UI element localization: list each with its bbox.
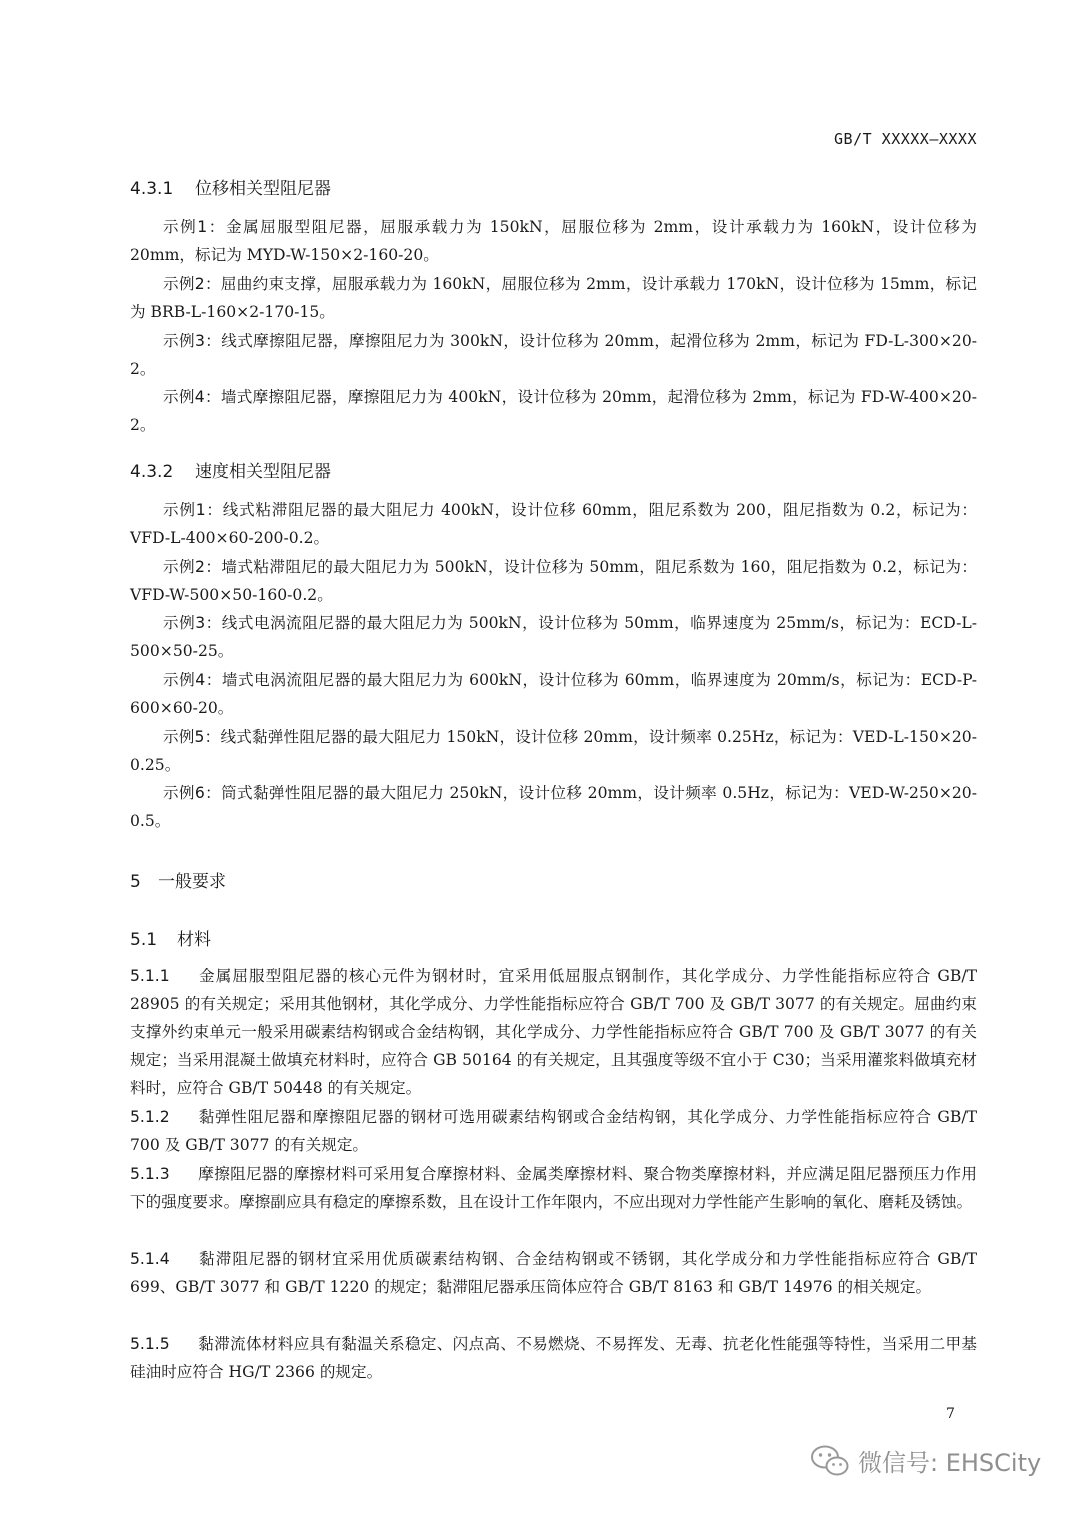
example-label: 示例5：	[163, 728, 221, 746]
clause-number: 5.1.4	[130, 1250, 170, 1268]
example-4-3-2-2	[130, 553, 977, 609]
section-number: 5	[130, 872, 141, 892]
wechat-watermark	[810, 1443, 1041, 1478]
clause-text: 金属屈服型阻尼器的核心元件为钢材时，宜采用低屈服点钢制作，其化学成分、力学性能指标应符合 GB/T 28905 的有关规定；采用其他钢材，其化学成分、力学性能指标应符合 GB/T 700 及 GB/T 3077 的有关规定。屈曲约束支撑外约束单元一般采用碳素结构钢或合金结构钢，其化学成分、力学性能指标应符合 GB/T 700 及 GB/T 3077 的有关规定；当采用混凝土做填充材料时，应符合 GB 50164 的有关规定，且其强度等级不宜小于 C30；当采用灌浆料做填充材料时，应符合 GB/T 50448 的有关规定。	[130, 967, 977, 1097]
clause-5-1-4	[130, 1245, 977, 1301]
example-label: 示例6：	[163, 784, 222, 802]
section-title: 速度相关型阻尼器	[195, 462, 331, 482]
page-number: 7	[946, 1406, 955, 1422]
clause-text: 黏滞流体材料应具有黏温关系稳定、闪点高、不易燃烧、不易挥发、无毒、抗老化性能强等特性，当采用二甲基硅油时应符合 HG/T 2366 的规定。	[130, 1335, 977, 1381]
standard-code: GB/T XXXXX—XXXX	[834, 130, 977, 148]
example-4-3-2-3	[130, 609, 977, 665]
section-heading-4-3-2	[130, 457, 331, 482]
example-label: 示例3：	[163, 332, 222, 350]
example-label: 示例1：	[163, 501, 223, 519]
clause-text: 摩擦阻尼器的摩擦材料可采用复合摩擦材料、金属类摩擦材料、聚合物类摩擦材料，并应满足阻尼器预压力作用下的强度要求。摩擦副应具有稳定的摩擦系数，且在设计工作年限内，不应出现对力学性能产生影响的氧化、磨耗及锈蚀。	[130, 1165, 977, 1211]
section-title: 材料	[177, 930, 211, 950]
section-number: 5.1	[130, 930, 158, 950]
example-4-3-2-1	[130, 496, 977, 552]
example-text: 金属屈服型阻尼器，屈服承载力为 150kN，屈服位移为 2mm，设计承载力为 160kN，设计位移为 20mm，标记为 MYD-W-150×2-160-20。	[130, 218, 977, 264]
clause-5-1-1	[130, 962, 977, 1102]
section-title: 位移相关型阻尼器	[195, 179, 331, 199]
section-heading-5	[130, 867, 226, 892]
example-text: 墙式摩擦阻尼器，摩擦阻尼力为 400kN，设计位移为 20mm，起滑位移为 2mm，标记为 FD-W-400×20-2。	[130, 388, 978, 434]
example-text: 墙式粘滞阻尼的最大阻尼力为 500kN，设计位移为 50mm，阻尼系数为 160，阻尼指数为 0.2，标记为：VFD-W-500×50-160-0.2。	[130, 558, 977, 604]
example-4-3-1-2	[130, 270, 977, 326]
example-label: 示例4：	[163, 671, 222, 689]
section-heading-4-3-1	[130, 174, 331, 199]
clause-5-1-3	[130, 1160, 977, 1216]
example-text: 线式粘滞阻尼器的最大阻尼力 400kN，设计位移 60mm，阻尼系数为 200，阻尼指数为 0.2，标记为：VFD-L-400×60-200-0.2。	[130, 501, 977, 547]
section-heading-5-1	[130, 925, 211, 950]
example-text: 线式摩擦阻尼器，摩擦阻尼力为 300kN，设计位移为 20mm，起滑位移为 2mm，标记为 FD-L-300×20-2。	[130, 332, 978, 378]
clause-number: 5.1.3	[130, 1165, 170, 1183]
example-4-3-1-3	[130, 327, 977, 383]
example-label: 示例3：	[163, 614, 222, 632]
example-text: 屈曲约束支撑，屈服承载力为 160kN，屈服位移为 2mm，设计承载力 170kN，设计位移为 15mm，标记为 BRB-L-160×2-170-15。	[130, 275, 977, 321]
clause-5-1-5	[130, 1330, 977, 1386]
section-number: 4.3.2	[130, 462, 174, 482]
section-title: 一般要求	[158, 872, 226, 892]
example-label: 示例2：	[163, 275, 221, 293]
section-number: 4.3.1	[130, 179, 174, 199]
wechat-icon	[810, 1444, 850, 1478]
clause-text: 黏滞阻尼器的钢材宜采用优质碳素结构钢、合金结构钢或不锈钢，其化学成分和力学性能指标应符合 GB/T 699、GB/T 3077 和 GB/T 1220 的规定；黏滞阻尼器承压筒体应符合 GB/T 8163 和 GB/T 14976 的相关规定。	[130, 1250, 977, 1296]
example-text: 线式电涡流阻尼器的最大阻尼力为 500kN，设计位移为 50mm，临界速度为 25mm/s，标记为：ECD-L-500×50-25。	[130, 614, 977, 660]
example-4-3-1-1	[130, 213, 977, 269]
clause-text: 黏弹性阻尼器和摩擦阻尼器的钢材可选用碳素结构钢或合金结构钢，其化学成分、力学性能指标应符合 GB/T 700 及 GB/T 3077 的有关规定。	[130, 1108, 977, 1154]
example-4-3-2-4	[130, 666, 977, 722]
clause-number: 5.1.5	[130, 1335, 170, 1353]
example-label: 示例1：	[163, 218, 226, 236]
watermark-text: 微信号: EHSCity	[858, 1449, 1042, 1477]
example-4-3-2-5	[130, 723, 977, 779]
example-text: 墙式电涡流阻尼器的最大阻尼力为 600kN，设计位移为 60mm，临界速度为 20mm/s，标记为：ECD-P-600×60-20。	[130, 671, 978, 717]
example-label: 示例4：	[163, 388, 221, 406]
clause-5-1-2	[130, 1103, 977, 1159]
example-text: 筒式黏弹性阻尼器的最大阻尼力 250kN，设计位移 20mm，设计频率 0.5Hz，标记为：VED-W-250×20-0.5。	[130, 784, 977, 830]
clause-number: 5.1.1	[130, 967, 170, 985]
example-label: 示例2：	[163, 558, 222, 576]
example-4-3-2-6	[130, 779, 977, 835]
example-text: 线式黏弹性阻尼器的最大阻尼力 150kN，设计位移 20mm，设计频率 0.25Hz，标记为：VED-L-150×20-0.25。	[130, 728, 977, 774]
example-4-3-1-4	[130, 383, 977, 439]
clause-number: 5.1.2	[130, 1108, 170, 1126]
